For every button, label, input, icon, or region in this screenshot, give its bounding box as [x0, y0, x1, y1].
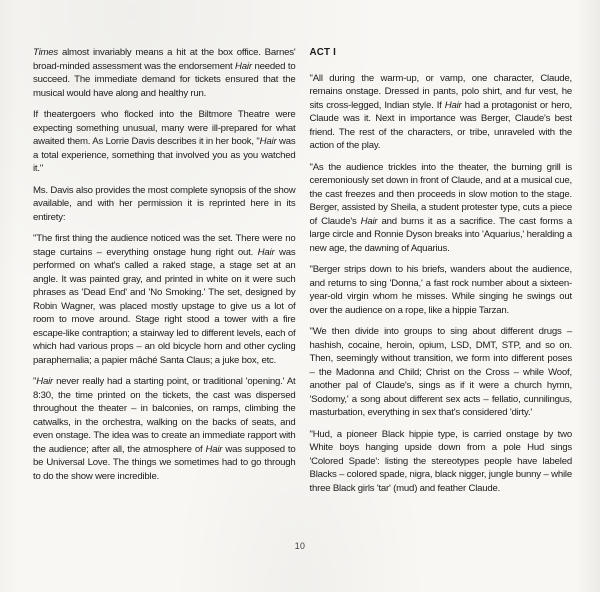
- italic-text-segment: Hair: [36, 376, 54, 387]
- right-column: [310, 46, 573, 503]
- text-segment: If theatergoers who flocked into the Biltmore Theatre were expecting something unusual, many were ill-prepared for what awaited them. As Lorrie Davis describes it in her book, ": [33, 109, 296, 147]
- text-segment: never really had a starting point, or traditional 'opening.' At 8:30, the time printed on the tickets, the cast was dispersed throughout the theater – in balconies, on ramps, climbing the catwalks, in the orchestra, walking on the backs of seats, and even onstage. The idea was to create an immediate rapport with the audience; after all, the atmosphere of: [33, 376, 296, 455]
- text-segment: needed to succeed. The immediate demand for tickets ensured that the musical would have along and healthy run.: [33, 60, 296, 99]
- text-segment: "Hud, a pioneer Black hippie type, is carried onstage by two White boys hanging upside down from a pole Hud sings 'Colored Spade': listing the stereotypes people have labeled Blacks – colored spade, nigra, black nigger, jungle bunny – while three Black girls 'tar' (mud) and feather Claude.: [309, 428, 572, 494]
- paragraph: [310, 428, 573, 496]
- text-segment: "As the audience trickles into the theater, the burning grill is ceremoniously set down in front of Claude, and at a musical cue, the cast freezes and then proceeds in slow motion to the stage. Berger, assisted by Sheila, a student protester type, cuts a piece of Claude's: [309, 161, 572, 227]
- italic-text-segment: Times: [33, 47, 59, 58]
- italic-text-segment: Hair: [444, 99, 462, 111]
- paragraph: [33, 232, 296, 367]
- text-segment: almost invariably means a hit at the box office. Barnes' broad-minded assessment was the endorsement: [33, 47, 296, 72]
- italic-text-segment: Hair: [360, 215, 378, 227]
- paragraph: [310, 161, 573, 256]
- paragraph: [310, 72, 573, 153]
- italic-text-segment: Hair: [259, 136, 277, 147]
- right-column-body: [310, 72, 573, 496]
- text-segment: was supposed to be Universal Love. The things we sometimes had to go through to do the show were incredible.: [33, 443, 296, 482]
- text-segment: "The first thing the audience noticed was the set. There were no stage curtains – everything onstage hung right out.: [33, 233, 296, 258]
- text-segment: "All during the warm-up, or vamp, one character, Claude, remains onstage. Dressed in pants, polo shirt, and fur vest, he sits cross-legged, Indian style. If: [309, 72, 572, 111]
- text-columns: [33, 46, 572, 503]
- paragraph: [310, 325, 573, 420]
- paragraph: [33, 184, 296, 225]
- paragraph: [310, 263, 573, 317]
- italic-text-segment: Hair: [235, 60, 252, 72]
- page-number: 10: [294, 541, 306, 551]
- paragraph: [33, 46, 296, 100]
- paragraph: [33, 108, 296, 176]
- paragraph: [33, 375, 296, 483]
- text-segment: had a protagonist or hero, Claude was it. Next in importance was Berger, Claude's best friend. The rest of the characters, or tribe, unraveled with the action of the play.: [309, 99, 572, 151]
- act-heading: ACT I: [309, 47, 337, 58]
- left-column: [33, 46, 296, 491]
- text-segment: "Berger strips down to his briefs, wanders about the audience, and returns to sing 'Donna,' a fast rock number about a sixteen-year-old virgin whom he misses. While singing he swings out over the audience on a rope, like a hippie Tarzan.: [309, 264, 572, 316]
- italic-text-segment: Hair: [205, 443, 223, 455]
- italic-text-segment: Hair: [257, 246, 275, 258]
- text-segment: was performed on what's called a raked stage, a stage set at an angle. It was painted gray, and printed in white on it were such phrases as 'Dead End' and 'No Smoking.' The set, designed by Robin Wagner, was placed mostly upstage to give us a lot of room to move around. Stage right stood a tower with a fire escape-like contraption; a stairway led to different levels, each of which had various props – an old bicycle horn and other cycling paraphernalia; a papier mâché Santa Claus; a juke box, etc.: [33, 246, 296, 366]
- text-segment: and burns it as a sacrifice. The cast forms a large circle and Ronnie Dyson breaks into 'Aquarius,' heralding a new age, the dawning of Aquarius.: [309, 215, 572, 254]
- text-segment: ": [33, 376, 37, 387]
- text-segment: "We then divide into groups to sing about different drugs – hashish, cocaine, heroin, opium, LSD, DMT, STP, and so on. Then, seemingly without transition, we form into different poses – the Madonna and Child; Christ on the Cross – while Woof, another pal of Claude's, sings as if it were a church hymn, 'Sodomy,' a song about different sex acts – fellatio, cunnilingus, masturbation, everything in sex that's considered 'dirty.': [309, 326, 572, 418]
- text-segment: was a total experience, something that involved you as you watched it.": [33, 136, 296, 174]
- text-segment: Ms. Davis also provides the most complete synopsis of the show available, and with her permission it is reprinted here in its entirety:: [33, 184, 296, 223]
